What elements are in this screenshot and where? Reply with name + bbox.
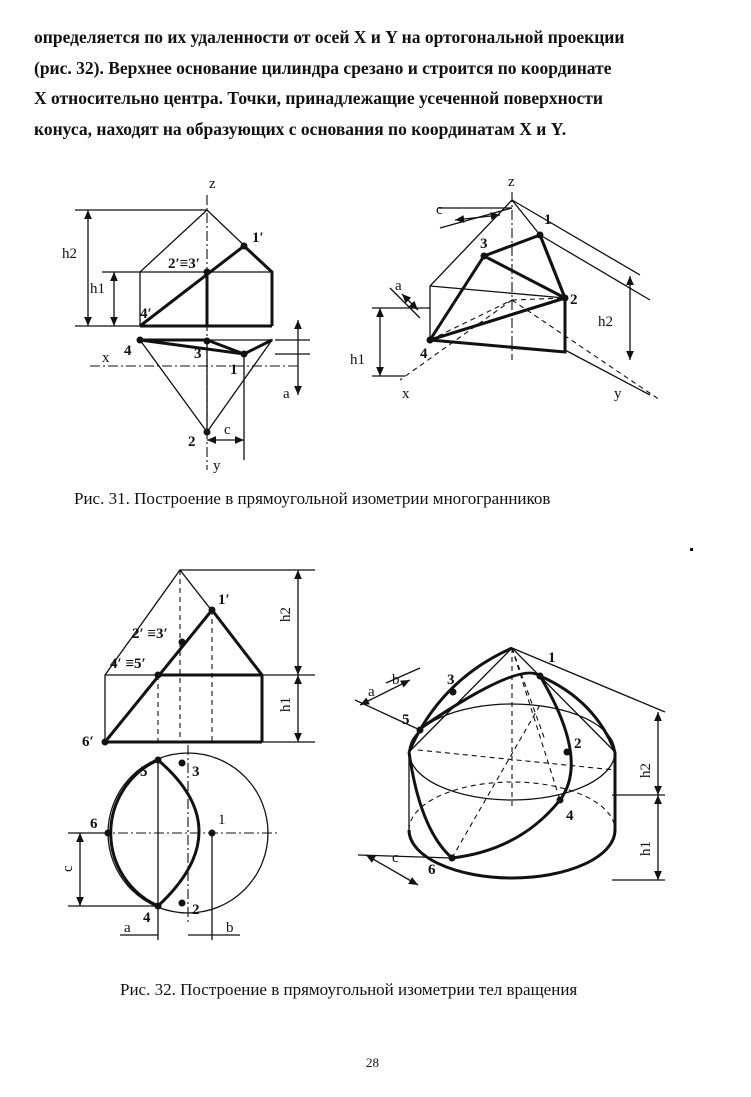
fig32-iso-label-5: 5 — [402, 712, 410, 728]
fig31-label-y: y — [213, 458, 221, 474]
scan-speck — [690, 548, 693, 551]
fig32-isometric-drawing — [355, 648, 665, 885]
fig32-caption: Рис. 32. Построение в прямоугольной изометрии тел вращения — [120, 980, 578, 999]
fig31-label-h2: h2 — [62, 246, 77, 262]
fig32-iso-label-1: 1 — [548, 650, 556, 666]
fig32-label-23prime: 2′ ≡3′ — [132, 626, 168, 642]
paragraph-line: конуса, находят на образующих с основания по координатам X и Y. — [34, 118, 567, 139]
fig31-label-3: 3 — [194, 346, 202, 362]
fig32-iso-label-4: 4 — [566, 808, 574, 824]
fig31-label-1prime: 1′ — [252, 230, 264, 246]
fig32-label-a: a — [124, 920, 131, 936]
fig32-iso-label-h1: h1 — [638, 841, 654, 856]
fig31-iso-label-2: 2 — [570, 292, 578, 308]
fig31-label-z: z — [209, 176, 216, 192]
fig32-orthographic-drawing — [68, 570, 315, 940]
fig31-iso-label-h2: h2 — [598, 314, 613, 330]
fig31-label-23prime: 2′≡3′ — [168, 256, 200, 272]
fig32-label-h2: h2 — [278, 607, 294, 622]
fig32-label-5: 5 — [140, 764, 148, 780]
fig31-iso-label-a: a — [395, 278, 402, 294]
fig31-iso-label-c: c — [436, 202, 443, 218]
paragraph-line: определяется по их удаленности от осей X и Y на ортогональной проекции — [34, 27, 625, 47]
fig32-label-2: 2 — [192, 902, 200, 918]
fig31-label-4prime: 4′ — [140, 306, 152, 322]
fig31-caption: Рис. 31. Построение в прямоугольной изометрии многогранников — [74, 489, 551, 508]
fig31-isometric-drawing — [372, 192, 660, 400]
fig31-label-h1: h1 — [90, 281, 105, 297]
fig32-label-1: 1 — [218, 812, 226, 828]
fig32-iso-label-3: 3 — [447, 672, 455, 688]
fig31-iso-label-x: x — [402, 386, 410, 402]
fig32-label-4: 4 — [143, 910, 151, 926]
fig32-label-45prime: 4′ ≡5′ — [110, 656, 146, 672]
fig31-label-x: x — [102, 350, 110, 366]
fig31-iso-label-y: y — [614, 386, 622, 402]
fig32-iso-label-b: b — [392, 672, 400, 688]
page-number: 28 — [366, 1055, 379, 1070]
paragraph-line: X относительно центра. Точки, принадлежащие усеченной поверхности — [34, 88, 603, 108]
fig31-iso-label-4: 4 — [420, 346, 428, 362]
fig32-iso-label-c: c — [392, 850, 399, 866]
fig32-iso-label-a: a — [368, 684, 375, 700]
fig31-iso-label-3: 3 — [480, 236, 488, 252]
fig32-iso-label-h2: h2 — [638, 763, 654, 778]
fig32-iso-label-6: 6 — [428, 862, 436, 878]
fig31-iso-label-z: z — [508, 174, 515, 190]
fig31-label-a: a — [283, 386, 290, 402]
fig32-label-1prime: 1′ — [218, 592, 230, 608]
fig31-iso-label-1: 1 — [544, 212, 552, 228]
fig31-orthographic-drawing — [75, 195, 310, 470]
fig32-label-c: c — [60, 865, 76, 872]
fig31-label-1: 1 — [230, 362, 238, 378]
fig32-label-6: 6 — [90, 816, 98, 832]
paragraph-line: (рис. 32). Верхнее основание цилиндра срезано и строится по координате — [34, 57, 612, 78]
fig32-label-6prime: 6′ — [82, 734, 94, 750]
fig32-label-3: 3 — [192, 764, 200, 780]
fig32-label-h1: h1 — [278, 697, 294, 712]
fig31-label-2: 2 — [188, 434, 196, 450]
fig31-label-c: c — [224, 422, 231, 438]
fig32-iso-label-2: 2 — [574, 736, 582, 752]
fig31-iso-label-h1: h1 — [350, 352, 365, 368]
fig32-label-b: b — [226, 920, 234, 936]
fig31-label-4: 4 — [124, 343, 132, 359]
